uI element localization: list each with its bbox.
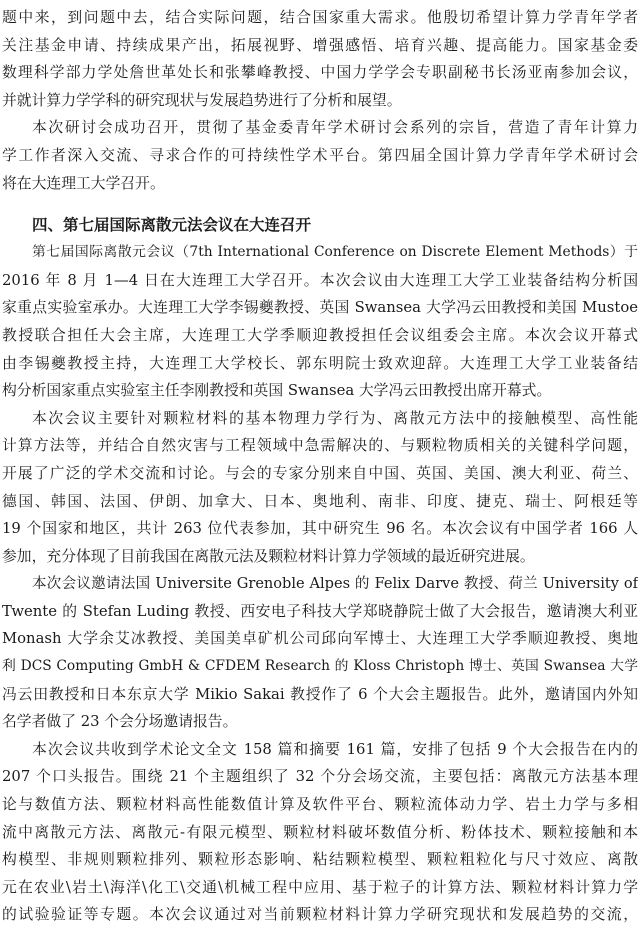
text-line: Twente 的 Stefan Luding 教授、西安电子科技大学郑晓静院士做了大会报告，邀请澳大利亚 bbox=[2, 602, 638, 620]
paragraph-conclusion bbox=[2, 114, 638, 197]
paragraph-invited-speakers bbox=[2, 570, 638, 736]
text-line: 题中来，到问题中去，结合实际问题，结合国家重大需求。他殷切希望计算力学青年学者 bbox=[2, 9, 638, 26]
text-line: 构模型、非规则颗粒排列、颗粒形态影响、粘结颗粒模型、颗粒粗粒化与尺寸效应、离散 bbox=[2, 851, 638, 869]
text-line: 论与数值方法、颗粒材料高性能数值计算及软件平台、颗粒流体动力学、岩土力学与多相 bbox=[2, 796, 638, 814]
text-line: 207 个口头报告。围绕 21 个主题组织了 32 个分会场交流，主要包括：离散元方法基本理 bbox=[2, 768, 638, 786]
text-line: 本次会议邀请法国 Universite Grenoble Alpes 的 Felix Darve 教授、荷兰 University of bbox=[32, 575, 638, 593]
paragraph-papers-sessions bbox=[2, 736, 638, 929]
text-line: 计算方法等，并结合自然灾害与工程领域中急需解决的、与颗粒物质相关的关键科学问题， bbox=[2, 437, 638, 455]
text-line: 冯云田教授和日本东京大学 Mikio Sakai 教授作了 6 个大会主题报告。此外，邀请国内外知 bbox=[2, 685, 638, 703]
paragraph-summary bbox=[2, 4, 638, 114]
text-line: 元在农业\岩土\海洋\化工\交通\机械工程中应用、基于粒子的计算方法、颗粒材料计算力学 bbox=[2, 878, 638, 896]
text-line: 第七届国际离散元会议（7th International Conference on Discrete Element Methods）于 bbox=[32, 244, 638, 261]
text-line: 名学者做了 23 个会分场邀请报告。 bbox=[2, 713, 238, 731]
text-line: 并就计算力学学科的研究现状与发展趋势进行了分析和展望。 bbox=[2, 91, 402, 109]
text-line: 流中离散元方法、离散元-有限元模型、颗粒材料破坏数值分析、粉体技术、颗粒接触和本 bbox=[2, 823, 638, 841]
section-heading: 四、第七届国际离散元法会议在大连召开 bbox=[32, 216, 312, 235]
text-line: 将在大连理工大学召开。 bbox=[2, 174, 165, 192]
text-line: 本次研讨会成功召开，贯彻了基金委青年学术研讨会系列的宗旨，营造了青年计算力 bbox=[32, 119, 638, 137]
section-gap bbox=[2, 197, 638, 211]
text-line: Monash 大学余艾冰教授、美国美卓矿机公司邱向军博士、大连理工大学季顺迎教授、奥地 bbox=[2, 630, 638, 648]
text-line: 19 个国家和地区，共计 263 位代表参加，其中研究生 96 名。本次会议有中国学者 166 人 bbox=[2, 520, 638, 538]
text-line: 利 DCS Computing GmbH & CFDEM Research 的 Kloss Christoph 博士、英国 Swansea 大学 bbox=[2, 658, 638, 675]
text-line: 家重点实验室承办。大连理工大学李锡夔教授、英国 Swansea 大学冯云田教授和美国 Mustoe bbox=[2, 299, 638, 317]
text-line: 学工作者深入交流、寻求合作的可持续性学术平台。第四届全国计算力学青年学术研讨会 bbox=[2, 146, 638, 164]
text-line: 参加，充分体现了目前我国在离散元法及颗粒材料计算力学领域的最近研究进展。 bbox=[2, 547, 535, 565]
text-line: 本次会议主要针对颗粒材料的基本物理力学行为、离散元方法中的接触模型、高性能 bbox=[32, 409, 638, 427]
text-line: 2016 年 8 月 1—4 日在大连理工大学召开。本次会议由大连理工大学工业装备结构分析国 bbox=[2, 271, 638, 289]
text-line: 的试验验证等专题。本次会议通过对当前颗粒材料计算力学研究现状和发展趋势的交流， bbox=[2, 906, 638, 924]
text-line: 数理科学部力学处詹世革处长和张攀峰教授、中国力学学会专职副秘书长汤亚南参加会议， bbox=[2, 64, 638, 82]
text-line: 教授联合担任大会主席，大连理工大学季顺迎教授担任会议组委会主席。本次会议开幕式 bbox=[2, 326, 638, 344]
text-line: 构分析国家重点实验室主任李刚教授和英国 Swansea 大学冯云田教授出席开幕式。 bbox=[2, 382, 552, 400]
paragraph-conference-intro bbox=[2, 239, 638, 405]
text-line: 关注基金申请、持续成果产出，拓展视野、增强感悟、培育兴趣、提高能力。国家基金委 bbox=[2, 36, 638, 54]
text-line: 德国、韩国、法国、伊朗、加拿大、日本、奥地利、南非、印度、捷克、瑞士、阿根廷等 bbox=[2, 492, 638, 510]
paragraph-conference-topics bbox=[2, 405, 638, 571]
text-line: 由李锡夔教授主持，大连理工大学校长、郭东明院士致欢迎辞。大连理工大学工业装备结 bbox=[2, 354, 638, 372]
text-line: 本次会议共收到学术论文全文 158 篇和摘要 161 篇，安排了包括 9 个大会报告在内的 bbox=[32, 740, 638, 758]
text-line: 开展了广泛的学术交流和讨论。与会的专家分别来自中国、英国、美国、澳大利亚、荷兰、 bbox=[2, 464, 638, 482]
